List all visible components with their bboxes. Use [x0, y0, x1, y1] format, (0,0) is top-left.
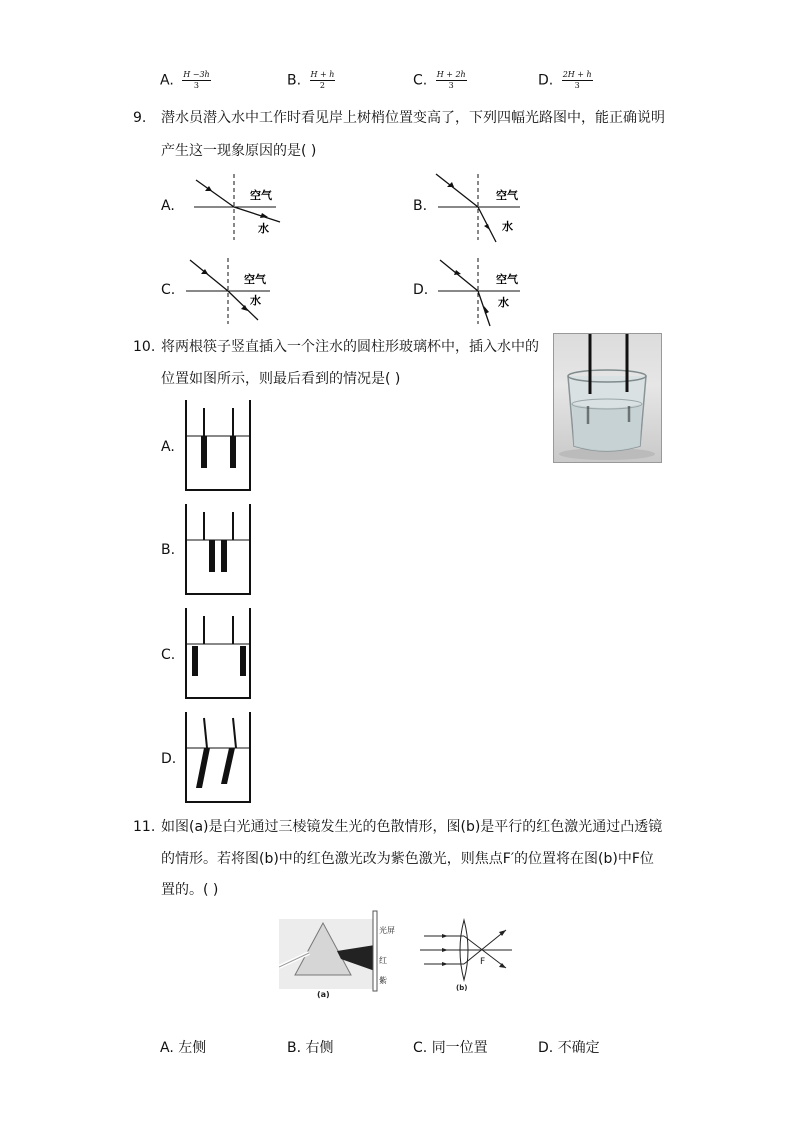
- q9-option-a-diagram: [188, 172, 284, 242]
- q8-option-c[interactable]: C. $\frac{H + 2h}{3}$: [413, 70, 466, 90]
- q9-option-b-diagram: [432, 172, 528, 244]
- q9-d-air-label: 空气: [496, 273, 518, 286]
- q10-option-a-diagram: [184, 400, 254, 494]
- q9-option-d-label[interactable]: D.: [413, 282, 429, 298]
- q11-a-red-label: 红: [379, 956, 387, 965]
- q11-a-screen-label: 光屏: [379, 926, 395, 935]
- q9-option-c-label[interactable]: C.: [161, 282, 176, 298]
- q8-option-b-fraction: $\frac{H + h}{2}$: [310, 70, 335, 90]
- q9-a-water-label: 水: [258, 222, 269, 235]
- q9-b-air-label: 空气: [496, 189, 518, 202]
- q11-figure-b: [420, 916, 516, 992]
- q10-number: 10.: [133, 339, 156, 355]
- q11-option-c[interactable]: C. 同一位置: [413, 1040, 488, 1056]
- q11-stem-line2: 的情形。若将图(b)中的红色激光改为紫色激光，则焦点F′的位置将在图(b)中F位: [161, 851, 654, 867]
- q9-stem-line1: 潜水员潜入水中工作时看见岸上树梢位置变高了，下列四幅光路图中，能正确说明: [161, 110, 665, 126]
- q11-number: 11.: [133, 819, 156, 835]
- q11-stem-line1: 如图(a)是白光通过三棱镜发生光的色散情形，图(b)是平行的红色激光通过凸透镜: [161, 819, 663, 835]
- q10-stem-line2: 位置如图所示，则最后看到的情况是( ): [161, 371, 401, 387]
- q8-option-a[interactable]: A. $\frac{H -3h}{3}$: [160, 70, 210, 90]
- q10-option-b-label[interactable]: B.: [161, 542, 176, 558]
- q10-option-a-label[interactable]: A.: [161, 439, 175, 455]
- q11-a-caption: (a): [317, 990, 330, 999]
- q9-b-water-label: 水: [502, 220, 513, 233]
- q9-option-d-diagram: [432, 256, 528, 328]
- q11-option-b[interactable]: B. 右侧: [287, 1040, 334, 1056]
- q11-option-a[interactable]: A. 左侧: [160, 1040, 207, 1056]
- q8-option-d[interactable]: D. $\frac{2H + h}{3}$: [538, 70, 592, 90]
- q9-option-c-diagram: [180, 256, 280, 326]
- q11-b-focus-label: F: [480, 957, 486, 967]
- q9-stem-line2: 产生这一现象原因的是( ): [161, 143, 317, 159]
- q10-stem-line1: 将两根筷子竖直插入一个注水的圆柱形玻璃杯中，插入水中的: [161, 339, 539, 355]
- q8-option-d-fraction: $\frac{2H + h}{3}$: [562, 70, 592, 90]
- q8-option-b[interactable]: B. $\frac{H + h}{2}$: [287, 70, 335, 90]
- q11-b-caption: (b): [456, 984, 468, 992]
- q8-option-c-fraction: $\frac{H + 2h}{3}$: [436, 70, 466, 90]
- q9-a-air-label: 空气: [250, 189, 272, 202]
- q10-option-c-diagram: [184, 608, 254, 702]
- q9-option-b-label[interactable]: B.: [413, 198, 428, 214]
- glass-photo-drawing: [554, 334, 661, 462]
- q8-option-a-fraction: $\frac{H -3h}{3}$: [183, 70, 210, 90]
- q11-figure-a: [279, 909, 409, 1001]
- q9-number: 9.: [133, 110, 147, 126]
- q11-stem-line3: 置的。( ): [161, 882, 219, 898]
- q10-option-b-diagram: [184, 504, 254, 598]
- glass-photo: [553, 333, 662, 463]
- q9-c-water-label: 水: [250, 294, 261, 307]
- q10-option-d-label[interactable]: D.: [161, 751, 177, 767]
- q11-option-d[interactable]: D. 不确定: [538, 1040, 600, 1056]
- q9-c-air-label: 空气: [244, 273, 266, 286]
- q11-a-violet-label: 紫: [379, 976, 387, 985]
- q10-option-c-label[interactable]: C.: [161, 647, 176, 663]
- q9-option-a-label[interactable]: A.: [161, 198, 175, 214]
- q10-option-d-diagram: [184, 712, 254, 806]
- q9-d-water-label: 水: [498, 296, 509, 309]
